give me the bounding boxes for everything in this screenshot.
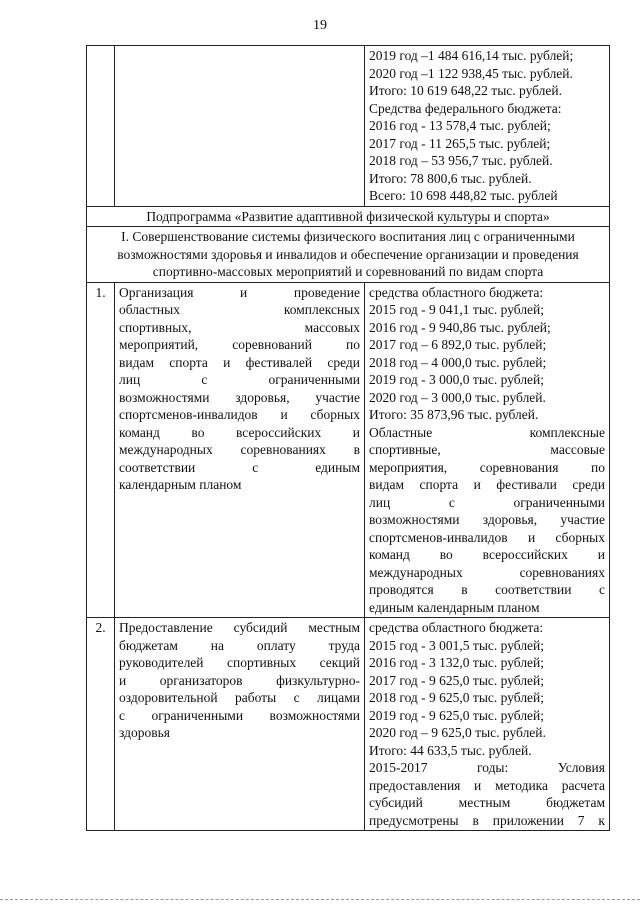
funding-line: 2019 год - 9 625,0 тыс. рублей; bbox=[369, 707, 545, 723]
funding-line: 2019 год –1 484 616,14 тыс. рублей; bbox=[369, 48, 574, 63]
funding-cell bbox=[365, 46, 610, 207]
funding-line: 2015 год - 9 041,1 тыс. рублей; bbox=[369, 302, 545, 317]
description-line: спортивных, массовых bbox=[119, 319, 360, 335]
section-title: I. Совершенствование системы физического воспитания лиц с ограниченными возможностями здоровья и инвалидов и обеспечение организации и проведения спортивно-массовых мероприятий и соревнований по видам спорта bbox=[87, 227, 610, 283]
funding-note-line: субсидий местным бюджетам bbox=[369, 795, 605, 810]
description-line: видам спорта и фестивалей среди bbox=[119, 354, 360, 370]
table-row-continued-funding bbox=[87, 46, 610, 207]
description-line: команд во всероссийских и bbox=[119, 424, 360, 440]
description-line: международных соревнованиях в bbox=[119, 442, 360, 457]
subprogram-title: Подпрограмма «Развитие адаптивной физической культуры и спорта» bbox=[87, 206, 610, 227]
funding-line: 2015 год - 3 001,5 тыс. рублей; bbox=[369, 637, 545, 653]
funding-note-line: единым календарным планом bbox=[369, 599, 540, 615]
funding-note-line: международных соревнованиях bbox=[369, 564, 605, 580]
funding-note-line: 2015-2017 годы: Условия bbox=[369, 760, 605, 775]
funding-total: Итого: 78 800,6 тыс. рублей. bbox=[369, 170, 532, 186]
funding-note-line: предоставления и методика расчета bbox=[369, 777, 605, 793]
empty-cell bbox=[115, 46, 365, 207]
funding-line: 2016 год - 3 132,0 тыс. рублей; bbox=[369, 655, 545, 670]
item-number: 1. bbox=[87, 282, 115, 618]
description-line: соответствии с единым bbox=[119, 459, 360, 475]
table-row-item-1 bbox=[87, 282, 610, 618]
funding-line: 2016 год - 9 940,86 тыс. рублей; bbox=[369, 319, 551, 335]
page-bottom-edge bbox=[0, 899, 640, 900]
funding-line: 2018 год – 53 956,7 тыс. рублей. bbox=[369, 153, 553, 168]
funding-line: 2020 год –1 122 938,45 тыс. рублей. bbox=[369, 65, 573, 81]
description-line: Организация и проведение bbox=[119, 284, 360, 300]
item-description bbox=[115, 282, 365, 618]
description-line: областных комплексных bbox=[119, 302, 360, 317]
funding-note-line: спортивные, массовые bbox=[369, 442, 605, 457]
table-row-section bbox=[87, 227, 610, 283]
funding-grand-total: Всего: 10 698 448,82 тыс. рублей bbox=[369, 188, 558, 203]
table-row-subprogram bbox=[87, 206, 610, 227]
description-line: руководителей спортивных секций bbox=[119, 655, 360, 670]
description-line: бюджетам на оплату труда bbox=[119, 637, 360, 653]
description-line: здоровья bbox=[119, 725, 170, 740]
funding-note-line: Областные комплексные bbox=[369, 424, 605, 440]
description-line: и организаторов физкультурно- bbox=[119, 672, 360, 688]
page-number: 19 bbox=[313, 18, 327, 33]
funding-note-line: лиц с ограниченными bbox=[369, 494, 605, 510]
program-table bbox=[86, 45, 610, 831]
funding-line: 2017 год - 11 265,5 тыс. рублей; bbox=[369, 135, 551, 151]
funding-cell bbox=[365, 618, 610, 831]
funding-source-label: средства областного бюджета: bbox=[369, 284, 544, 300]
funding-line: 2017 год – 6 892,0 тыс. рублей; bbox=[369, 337, 547, 352]
funding-note-line: возможностями здоровья, участие bbox=[369, 512, 605, 527]
funding-source-label: Средства федерального бюджета: bbox=[369, 100, 562, 116]
funding-cell bbox=[365, 282, 610, 618]
description-line: календарным планом bbox=[119, 477, 242, 492]
description-line: лиц с ограниченными bbox=[119, 372, 360, 387]
item-description bbox=[115, 618, 365, 831]
funding-total: Итого: 44 633,5 тыс. рублей. bbox=[369, 742, 532, 758]
funding-line: 2018 год - 9 625,0 тыс. рублей; bbox=[369, 690, 545, 705]
description-line: Предоставление субсидий местным bbox=[119, 620, 360, 635]
funding-note-line: видам спорта и фестивали среди bbox=[369, 477, 605, 492]
funding-total: Итого: 10 619 648,22 тыс. рублей. bbox=[369, 83, 563, 98]
description-line: возможностями здоровья, участие bbox=[119, 389, 360, 405]
funding-line: 2018 год – 4 000,0 тыс. рублей; bbox=[369, 354, 547, 370]
funding-note-line: команд во всероссийских и bbox=[369, 547, 605, 562]
empty-cell bbox=[87, 46, 115, 207]
funding-line: 2020 год – 3 000,0 тыс. рублей. bbox=[369, 389, 546, 405]
item-number: 2. bbox=[87, 618, 115, 831]
funding-line: 2016 год - 13 578,4 тыс. рублей; bbox=[369, 118, 551, 133]
funding-source-label: средства областного бюджета: bbox=[369, 620, 544, 635]
funding-line: 2017 год - 9 625,0 тыс. рублей; bbox=[369, 672, 545, 688]
funding-note-line: предусмотрены в приложении 7 к bbox=[369, 812, 605, 828]
description-line: спортсменов-инвалидов и сборных bbox=[119, 407, 360, 422]
funding-total: Итого: 35 873,96 тыс. рублей. bbox=[369, 407, 539, 422]
funding-line: 2020 год – 9 625,0 тыс. рублей. bbox=[369, 725, 546, 740]
funding-note-line: мероприятия, соревнования по bbox=[369, 459, 605, 475]
description-line: с ограниченными возможностями bbox=[119, 707, 360, 723]
funding-note-line: спортсменов-инвалидов и сборных bbox=[369, 529, 605, 545]
funding-note-line: проводятся в соответствии с bbox=[369, 582, 605, 597]
funding-line: 2019 год - 3 000,0 тыс. рублей; bbox=[369, 372, 545, 387]
description-line: мероприятий, соревнований по bbox=[119, 337, 360, 352]
table-row-item-2 bbox=[87, 618, 610, 831]
description-line: оздоровительной работы с лицами bbox=[119, 690, 360, 705]
